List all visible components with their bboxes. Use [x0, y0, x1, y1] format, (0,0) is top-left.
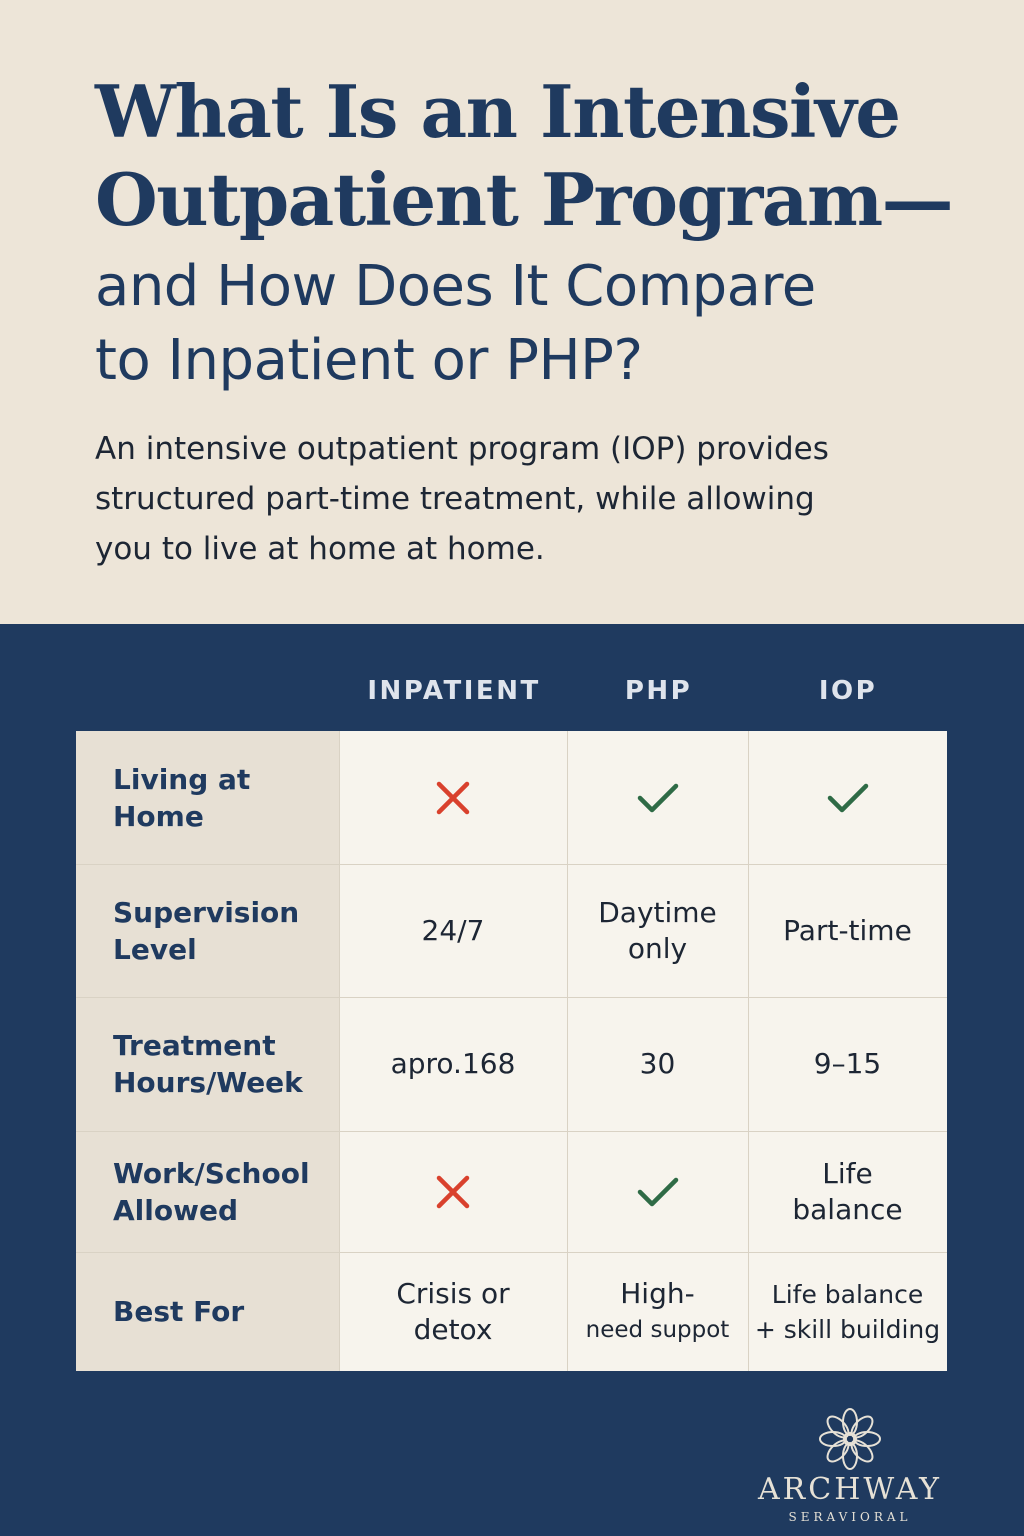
column-header-inpatient: INPATIENT: [367, 676, 541, 706]
row-label-line: Best For: [113, 1295, 245, 1328]
cell-text: balance: [792, 1192, 903, 1226]
cell-text: Life: [822, 1156, 873, 1190]
cell-php-work-school: [567, 1131, 748, 1252]
intro-paragraph: [95, 424, 955, 574]
cell-inpatient-best-for: [339, 1252, 567, 1371]
cell-text: High-: [620, 1276, 695, 1310]
subtitle-line-1: and How Does It Compare: [95, 254, 816, 319]
row-label-line: Treatment: [113, 1029, 276, 1062]
cell-iop-hours: [748, 997, 947, 1131]
row-label-line: Allowed: [113, 1193, 239, 1227]
brand-name: ARCHWAY: [758, 1472, 942, 1507]
cell-text: apro.168: [390, 1047, 516, 1080]
cell-text: 24/7: [421, 913, 485, 947]
row-label-living-at-home: [113, 731, 343, 864]
lotus-flower-icon: [815, 1404, 885, 1474]
cell-php-living-at-home: [567, 731, 748, 864]
row-label-line: Level: [113, 932, 197, 966]
cell-inpatient-work-school: [339, 1131, 567, 1252]
cell-text: + skill building: [754, 1314, 941, 1344]
intro-line-2: structured part-time treatment, while allowing: [95, 481, 815, 517]
brand-tagline: SERAVIORAL: [788, 1510, 912, 1524]
row-label-line: Living at: [113, 762, 251, 796]
cell-text: Daytime: [598, 895, 717, 929]
row-label-line: Work/School: [113, 1156, 310, 1190]
intro-line-3: you to live at home at home.: [95, 531, 545, 567]
cell-inpatient-living-at-home: [339, 731, 567, 864]
cell-text: Life balance: [771, 1279, 924, 1309]
cell-php-supervision: [567, 864, 748, 997]
check-mark-icon: [636, 1174, 680, 1210]
row-label-line: Supervision: [113, 895, 300, 929]
cell-php-hours: [567, 997, 748, 1131]
column-header-php: PHP: [624, 676, 693, 706]
row-label-best-for: [113, 1252, 343, 1371]
cell-inpatient-hours: [339, 997, 567, 1131]
title-line-2: Outpatient Program—: [95, 157, 953, 242]
cell-text: only: [627, 931, 688, 965]
intro-line-1: An intensive outpatient program (IOP) provides: [95, 431, 829, 467]
cell-text: detox: [413, 1312, 493, 1346]
row-label-line: Home: [113, 799, 204, 833]
row-label-supervision-level: [113, 864, 343, 997]
page-subtitle: [95, 250, 995, 398]
subtitle-line-2: to Inpatient or PHP?: [95, 328, 643, 393]
cell-iop-living-at-home: [748, 731, 947, 864]
cell-text: Crisis or: [396, 1276, 510, 1310]
page-title: [95, 68, 995, 244]
column-header-iop: IOP: [818, 676, 878, 706]
row-label-line: Hours/Week: [113, 1066, 303, 1099]
brand-logo: [750, 1400, 950, 1530]
x-mark-icon: [433, 778, 473, 818]
cell-text: Part-time: [783, 913, 912, 947]
check-mark-icon: [826, 780, 870, 816]
cell-iop-best-for: [748, 1252, 947, 1371]
cell-iop-work-school: [748, 1131, 947, 1252]
header-section: [0, 0, 1024, 624]
cell-text: need suppot: [585, 1316, 730, 1343]
row-label-treatment-hours: [113, 997, 343, 1131]
cell-iop-supervision: [748, 864, 947, 997]
row-label-work-school: [113, 1131, 343, 1252]
x-mark-icon: [433, 1172, 473, 1212]
title-line-1: What Is an Intensive: [95, 69, 900, 154]
cell-php-best-for: [567, 1252, 748, 1371]
comparison-table: [76, 731, 947, 1371]
cell-inpatient-supervision: [339, 864, 567, 997]
check-mark-icon: [636, 780, 680, 816]
cell-text: 9–15: [813, 1047, 882, 1080]
cell-text: 30: [639, 1047, 676, 1080]
